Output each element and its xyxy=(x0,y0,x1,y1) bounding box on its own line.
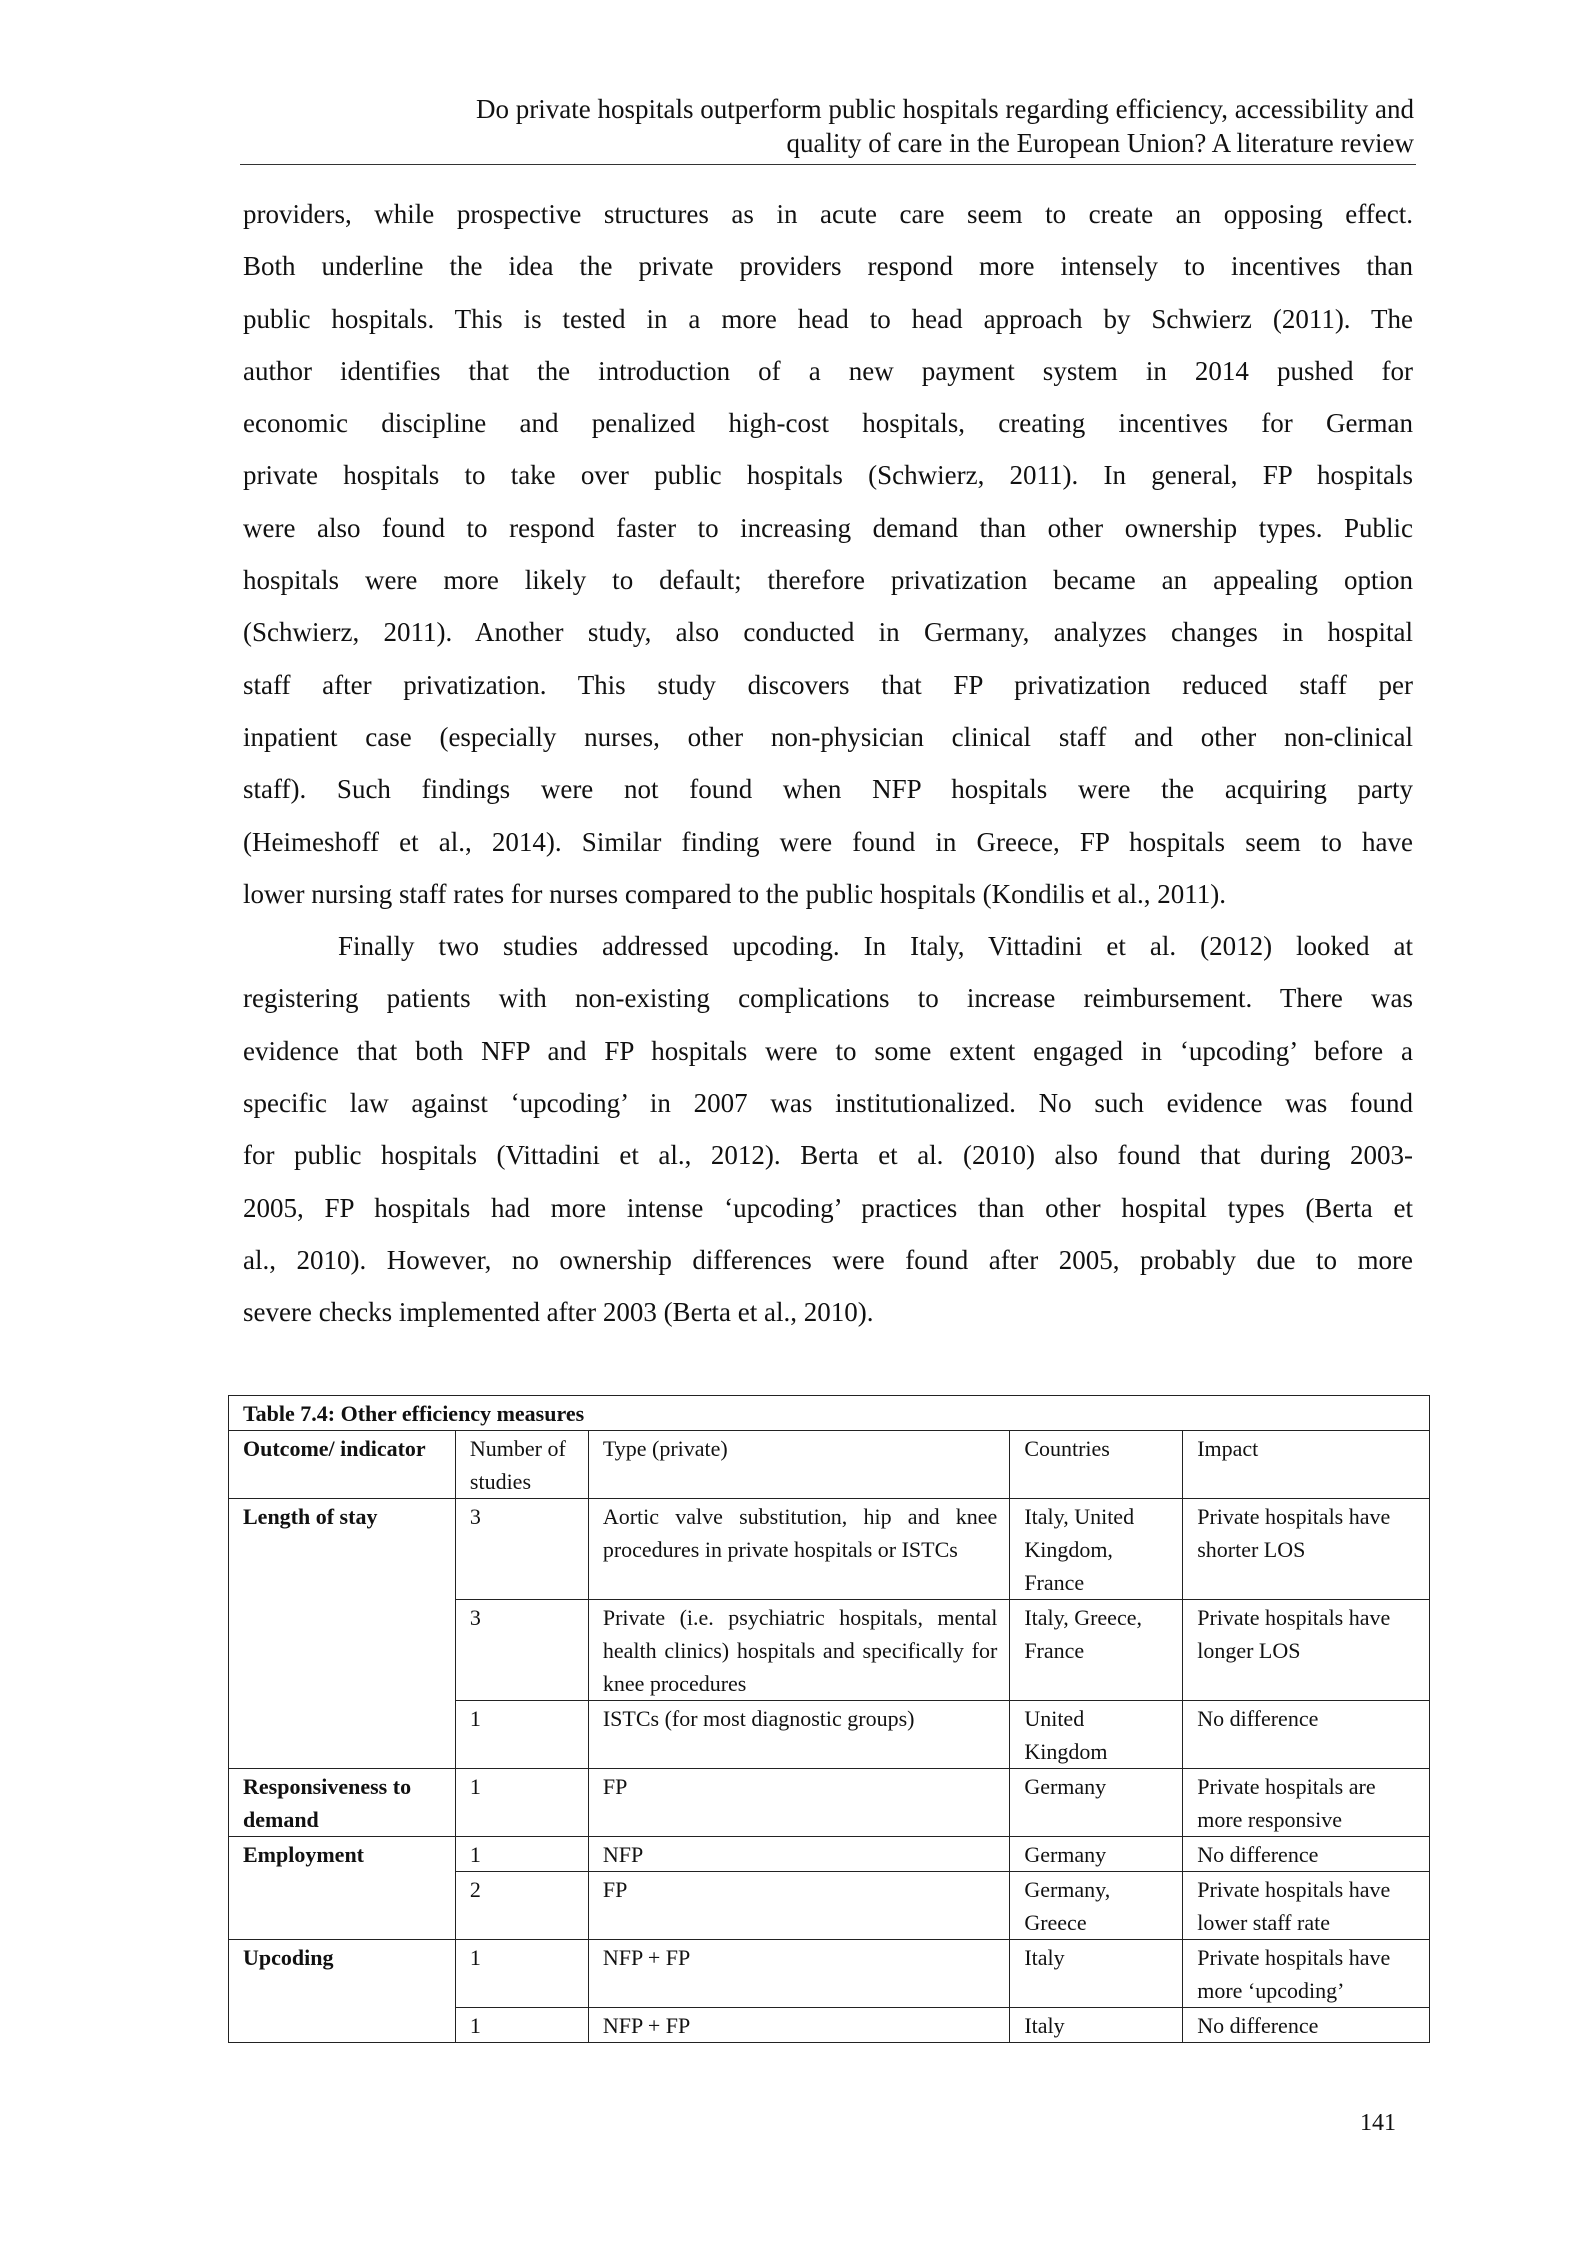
impact-cell: No difference xyxy=(1183,2008,1430,2043)
header-rule xyxy=(240,164,1416,165)
text-line: private hospitals to take over public hospitals (Schwierz, 2011). In general, FP hospitals xyxy=(243,460,1413,491)
efficiency-measures-table xyxy=(228,1395,1430,2043)
impact-cell: No difference xyxy=(1183,1701,1430,1769)
type-cell: FP xyxy=(588,1769,1009,1837)
number-cell: 1 xyxy=(455,1940,588,2008)
impact-cell: No difference xyxy=(1183,1837,1430,1872)
text-line: providers, while prospective structures as in acute care seem to create an opposing effect. xyxy=(243,199,1413,229)
header-line: Do private hospitals outperform public hospitals regarding efficiency, accessibility and xyxy=(476,94,1414,124)
text-line: Both underline the idea the private providers respond more intensely to incentives than xyxy=(243,251,1413,282)
text-line: lower nursing staff rates for nurses compared to the public hospitals (Kondilis et al., 2011). xyxy=(243,878,1227,909)
page-number: 141 xyxy=(1360,2110,1396,2136)
countries-cell: Italy xyxy=(1010,1940,1183,2008)
text-line: evidence that both NFP and FP hospitals were to some extent engaged in ‘upcoding’ before a xyxy=(243,1035,1413,1066)
text-line: (Schwierz, 2011). Another study, also conducted in Germany, analyzes changes in hospital xyxy=(243,617,1413,648)
body-text xyxy=(243,188,1413,1339)
type-cell: NFP xyxy=(588,1837,1009,1872)
impact-cell: Private hospitals have longer LOS xyxy=(1183,1600,1430,1701)
text-line: severe checks implemented after 2003 (Berta et al., 2010). xyxy=(243,1297,874,1328)
countries-cell: Germany xyxy=(1010,1837,1183,1872)
type-cell: NFP + FP xyxy=(588,2008,1009,2043)
text-line: (Heimeshoff et al., 2014). Similar finding were found in Greece, FP hospitals seem to have xyxy=(243,826,1413,857)
type-cell: FP xyxy=(588,1872,1009,1940)
countries-cell: United Kingdom xyxy=(1010,1701,1183,1769)
text-line: economic discipline and penalized high-cost hospitals, creating incentives for German xyxy=(243,408,1413,439)
number-cell: 3 xyxy=(455,1499,588,1600)
text-line: al., 2010). However, no ownership differences were found after 2005, probably due to more xyxy=(243,1244,1413,1275)
text-line: 2005, FP hospitals had more intense ‘upcoding’ practices than other hospital types (Berta et xyxy=(243,1192,1413,1223)
text-line: hospitals were more likely to default; therefore privatization became an appealing option xyxy=(243,565,1413,596)
number-cell: 2 xyxy=(455,1872,588,1940)
number-cell: 3 xyxy=(455,1600,588,1701)
countries-cell: Germany xyxy=(1010,1769,1183,1837)
impact-cell: Private hospitals have lower staff rate xyxy=(1183,1872,1430,1940)
number-cell: 1 xyxy=(455,1837,588,1872)
impact-cell: Private hospitals have shorter LOS xyxy=(1183,1499,1430,1600)
outcome-cell: Employment xyxy=(229,1837,456,1940)
impact-cell: Private hospitals have more ‘upcoding’ xyxy=(1183,1940,1430,2008)
type-cell: ISTCs (for most diagnostic groups) xyxy=(588,1701,1009,1769)
text-line: staff after privatization. This study discovers that FP privatization reduced staff per xyxy=(243,669,1413,700)
impact-cell: Private hospitals are more responsive xyxy=(1183,1769,1430,1837)
countries-cell: Italy xyxy=(1010,2008,1183,2043)
header-type: Type (private) xyxy=(588,1431,1009,1499)
text-line: were also found to respond faster to increasing demand than other ownership types. Public xyxy=(243,512,1413,543)
text-line: staff). Such findings were not found when NFP hospitals were the acquiring party xyxy=(243,774,1413,805)
countries-cell: Germany, Greece xyxy=(1010,1872,1183,1940)
type-cell: NFP + FP xyxy=(588,1940,1009,2008)
type-cell: Aortic valve substitution, hip and knee procedures in private hospitals or ISTCs xyxy=(588,1499,1009,1600)
header-countries: Countries xyxy=(1010,1431,1183,1499)
table-row xyxy=(229,1837,1430,1872)
table-caption: Table 7.4: Other efficiency measures xyxy=(229,1396,1430,1431)
type-cell: Private (i.e. psychiatric hospitals, mental health clinics) hospitals and specifically for knee procedures xyxy=(588,1600,1009,1701)
text-line: for public hospitals (Vittadini et al., 2012). Berta et al. (2010) also found that during 2003- xyxy=(243,1140,1413,1171)
outcome-cell: Upcoding xyxy=(229,1940,456,2043)
header-impact: Impact xyxy=(1183,1431,1430,1499)
running-header xyxy=(240,92,1414,160)
countries-cell: Italy, Greece, France xyxy=(1010,1600,1183,1701)
text-line: public hospitals. This is tested in a more head to head approach by Schwierz (2011). The xyxy=(243,303,1413,334)
outcome-cell: Length of stay xyxy=(229,1499,456,1769)
table-row xyxy=(229,1940,1430,2008)
number-cell: 1 xyxy=(455,1769,588,1837)
outcome-cell: Responsiveness to demand xyxy=(229,1769,456,1837)
header-number: Number of studies xyxy=(455,1431,588,1499)
text-line: registering patients with non-existing complications to increase reimbursement. There was xyxy=(243,983,1413,1014)
header-line: quality of care in the European Union? A literature review xyxy=(786,128,1414,158)
text-line: Finally two studies addressed upcoding. In Italy, Vittadini et al. (2012) looked at xyxy=(338,931,1413,962)
text-line: specific law against ‘upcoding’ in 2007 was institutionalized. No such evidence was found xyxy=(243,1088,1413,1119)
table-header-row xyxy=(229,1431,1430,1499)
number-cell: 1 xyxy=(455,1701,588,1769)
text-line: inpatient case (especially nurses, other non-physician clinical staff and other non-clinical xyxy=(243,721,1413,752)
table-row xyxy=(229,1769,1430,1837)
number-cell: 1 xyxy=(455,2008,588,2043)
table-row xyxy=(229,1499,1430,1600)
header-outcome: Outcome/ indicator xyxy=(229,1431,456,1499)
text-line: author identifies that the introduction of a new payment system in 2014 pushed for xyxy=(243,355,1413,386)
countries-cell: Italy, United Kingdom, France xyxy=(1010,1499,1183,1600)
